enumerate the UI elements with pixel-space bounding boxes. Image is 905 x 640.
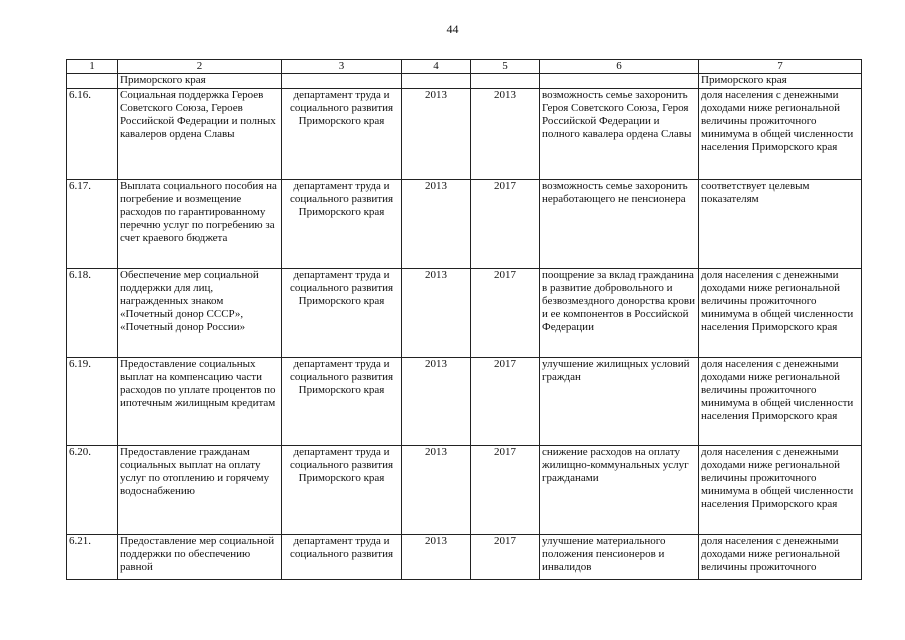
table-row [67,89,862,180]
cell-end-year: 2017 [471,180,540,269]
cell-result: возможность семье захоронить Героя Советского Союза, Героя Российской Федерации и полного кавалера ордена Славы [540,89,699,180]
cell-measure-name: Предоставление социальных выплат на компенсацию части расходов по уплате процентов по ипотечным жилищным кредитам [118,358,282,446]
column-header: 1 [67,60,118,74]
cell-start-year: 2013 [402,89,471,180]
cell-executor: департамент труда и социального развития Приморского края [282,89,402,180]
cell-end-year: 2013 [471,89,540,180]
cell-number: 6.21. [67,535,118,580]
continuation-row [67,74,862,89]
cell-indicator: соответствует целевым показателям [699,180,862,269]
cell-end-year: 2017 [471,269,540,358]
table-row [67,269,862,358]
cell-end-year: 2017 [471,358,540,446]
cell-start-year: 2013 [402,358,471,446]
cell-result: улучшение материального положения пенсионеров и инвалидов [540,535,699,580]
column-header: 4 [402,60,471,74]
column-header: 2 [118,60,282,74]
cell-result: поощрение за вклад гражданина в развитие добровольного и безвозмездного донорства крови и ее компонентов в Российской Федерации [540,269,699,358]
cell-executor: департамент труда и социального развития Приморского края [282,269,402,358]
cell-indicator: доля населения с денежными доходами ниже региональной величины прожиточного минимума в общей численности населения Приморского края [699,446,862,535]
cell-measure-name: Приморского края [118,74,282,89]
cell-result: возможность семье захоронить неработающего не пенсионера [540,180,699,269]
table-row [67,535,862,580]
column-number-row [67,60,862,74]
table-row [67,180,862,269]
table-row [67,446,862,535]
cell-measure-name: Выплата социального пособия на погребение и возмещение расходов по гарантированному перечню услуг по погребению за счет краевого бюджета [118,180,282,269]
page-number: 44 [446,22,459,36]
cell-number: 6.16. [67,89,118,180]
cell-number: 6.18. [67,269,118,358]
cell-start-year: 2013 [402,535,471,580]
cell-measure-name: Предоставление гражданам социальных выплат на оплату услуг по отоплению и горячему водоснабжению [118,446,282,535]
column-header: 7 [699,60,862,74]
cell-indicator: доля населения с денежными доходами ниже региональной величины прожиточного минимума в общей численности населения Приморского края [699,269,862,358]
cell-number: 6.19. [67,358,118,446]
cell-start-year: 2013 [402,446,471,535]
cell-indicator: доля населения с денежными доходами ниже региональной величины прожиточного [699,535,862,580]
column-header: 3 [282,60,402,74]
cell-indicator: доля населения с денежными доходами ниже региональной величины прожиточного минимума в общей численности населения Приморского края [699,89,862,180]
column-header: 5 [471,60,540,74]
measures-table [66,59,862,580]
table-row [67,358,862,446]
cell-measure-name: Предоставление мер социальной поддержки по обеспечению равной [118,535,282,580]
cell-executor: департамент труда и социального развития Приморского края [282,446,402,535]
cell-result: улучшение жилищных условий граждан [540,358,699,446]
cell-start-year: 2013 [402,269,471,358]
cell-executor: департамент труда и социального развития [282,535,402,580]
cell-start-year: 2013 [402,180,471,269]
cell-executor: департамент труда и социального развития Приморского края [282,358,402,446]
cell-end-year: 2017 [471,535,540,580]
cell-measure-name: Обеспечение мер социальной поддержки для лиц, награжденных знаком «Почетный донор СССР», «Почетный донор России» [118,269,282,358]
cell-result: снижение расходов на оплату жилищно-коммунальных услуг гражданами [540,446,699,535]
cell-number: 6.20. [67,446,118,535]
cell-measure-name: Социальная поддержка Героев Советского Союза, Героев Российской Федерации и полных кавалеров ордена Славы [118,89,282,180]
cell-indicator: Приморского края [699,74,862,89]
cell-number: 6.17. [67,180,118,269]
column-header: 6 [540,60,699,74]
cell-end-year: 2017 [471,446,540,535]
cell-indicator: доля населения с денежными доходами ниже региональной величины прожиточного минимума в общей численности населения Приморского края [699,358,862,446]
cell-executor: департамент труда и социального развития Приморского края [282,180,402,269]
